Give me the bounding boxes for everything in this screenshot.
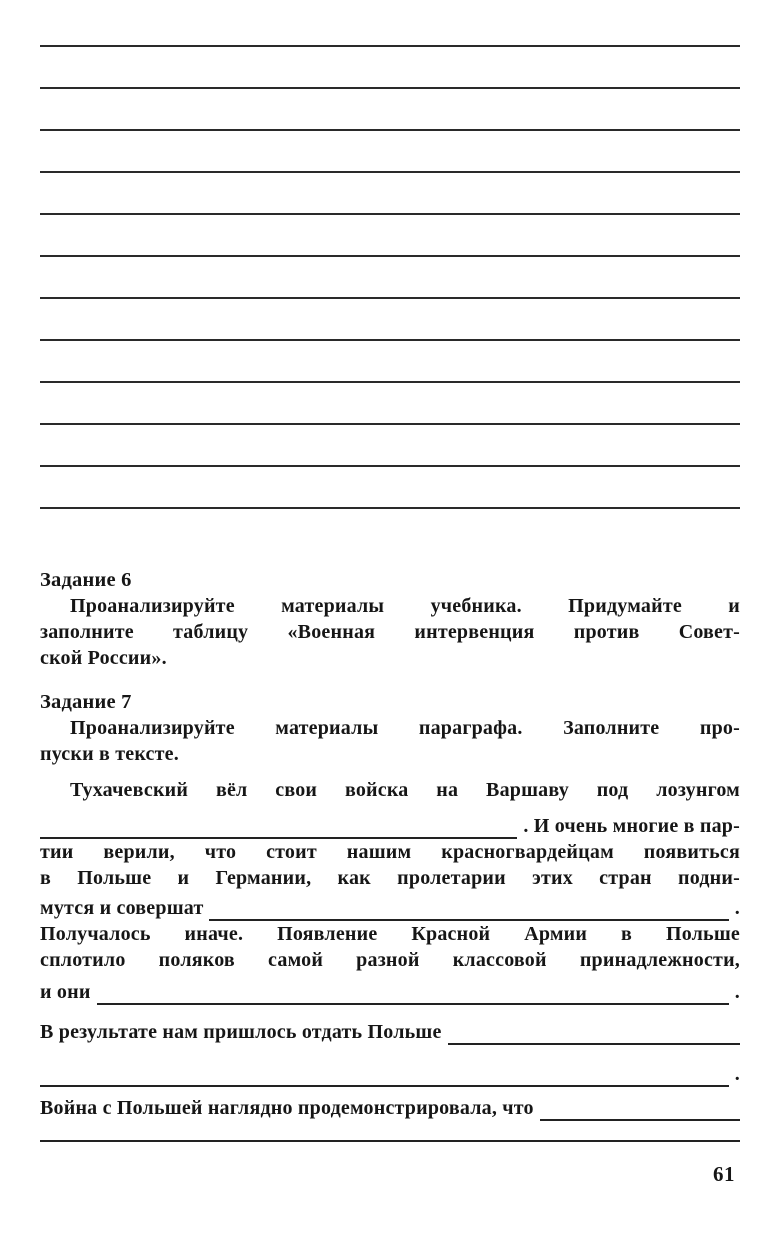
- exercise-blank-line: [40, 1095, 740, 1121]
- answer-blank: [40, 1137, 740, 1142]
- task7-exercise: [40, 777, 739, 1142]
- exercise-blank-line: [40, 813, 740, 839]
- task7-intro-line: Проанализируйте материалы параграфа. Заполните про-: [70, 717, 740, 739]
- exercise-text-line: Тухачевский вёл свои войска на Варшаву под лозунгом: [70, 779, 740, 801]
- task6-body: [40, 593, 739, 671]
- writing-line: [40, 297, 740, 339]
- answer-blank: [40, 1082, 729, 1087]
- answer-blank: [448, 1040, 740, 1045]
- answer-blank: [97, 1000, 729, 1005]
- exercise-text: .: [734, 1063, 740, 1085]
- task7-intro: [40, 715, 739, 767]
- answer-blank: [540, 1116, 740, 1121]
- exercise-blank-line: [40, 1137, 740, 1142]
- page-number: 61: [713, 1162, 735, 1186]
- writing-line: [40, 507, 740, 549]
- exercise-text: В результате нам пришлось отдать Польше: [40, 1021, 442, 1043]
- exercise-text-line: сплотило поляков самой разной классовой принадлежности,: [40, 949, 740, 971]
- task6-body-line: заполните таблицу «Военная интервенция против Совет-: [40, 621, 740, 643]
- exercise-text: .: [734, 897, 740, 919]
- exercise-text-line: Получалось иначе. Появление Красной Армии в Польше: [40, 923, 740, 945]
- exercise-blank-line: [40, 979, 740, 1005]
- task6-body-line: ской России».: [40, 647, 167, 669]
- writing-line: [40, 465, 740, 507]
- exercise-text: и они: [40, 981, 91, 1003]
- writing-line: [40, 339, 740, 381]
- task6-body-line: Проанализируйте материалы учебника. Придумайте и: [70, 595, 740, 617]
- exercise-text: .: [734, 981, 740, 1003]
- exercise-blank-line: [40, 1019, 740, 1045]
- writing-line: [40, 213, 740, 255]
- task6-heading: Задание 6: [40, 569, 132, 591]
- task7-intro-line: пуски в тексте.: [40, 743, 179, 765]
- writing-line: [40, 87, 740, 129]
- exercise-text: Война с Польшей наглядно продемонстрировала, что: [40, 1097, 534, 1119]
- exercise-text: . И очень многие в пар-: [523, 815, 740, 837]
- exercise-blank-line: [40, 1061, 740, 1087]
- writing-line: [40, 255, 740, 297]
- exercise-blank-line: [40, 895, 740, 921]
- writing-line: [40, 129, 740, 171]
- writing-line: [40, 45, 740, 87]
- exercise-text-line: тии верили, что стоит нашим красногвардейцам появиться: [40, 841, 740, 863]
- exercise-text: мутся и совершат: [40, 897, 204, 919]
- writing-lines: [40, 45, 740, 549]
- writing-line: [40, 171, 740, 213]
- task7-heading: Задание 7: [40, 691, 132, 713]
- writing-line: [40, 423, 740, 465]
- writing-line: [40, 381, 740, 423]
- exercise-text-line: в Польше и Германии, как пролетарии этих стран подни-: [40, 867, 740, 889]
